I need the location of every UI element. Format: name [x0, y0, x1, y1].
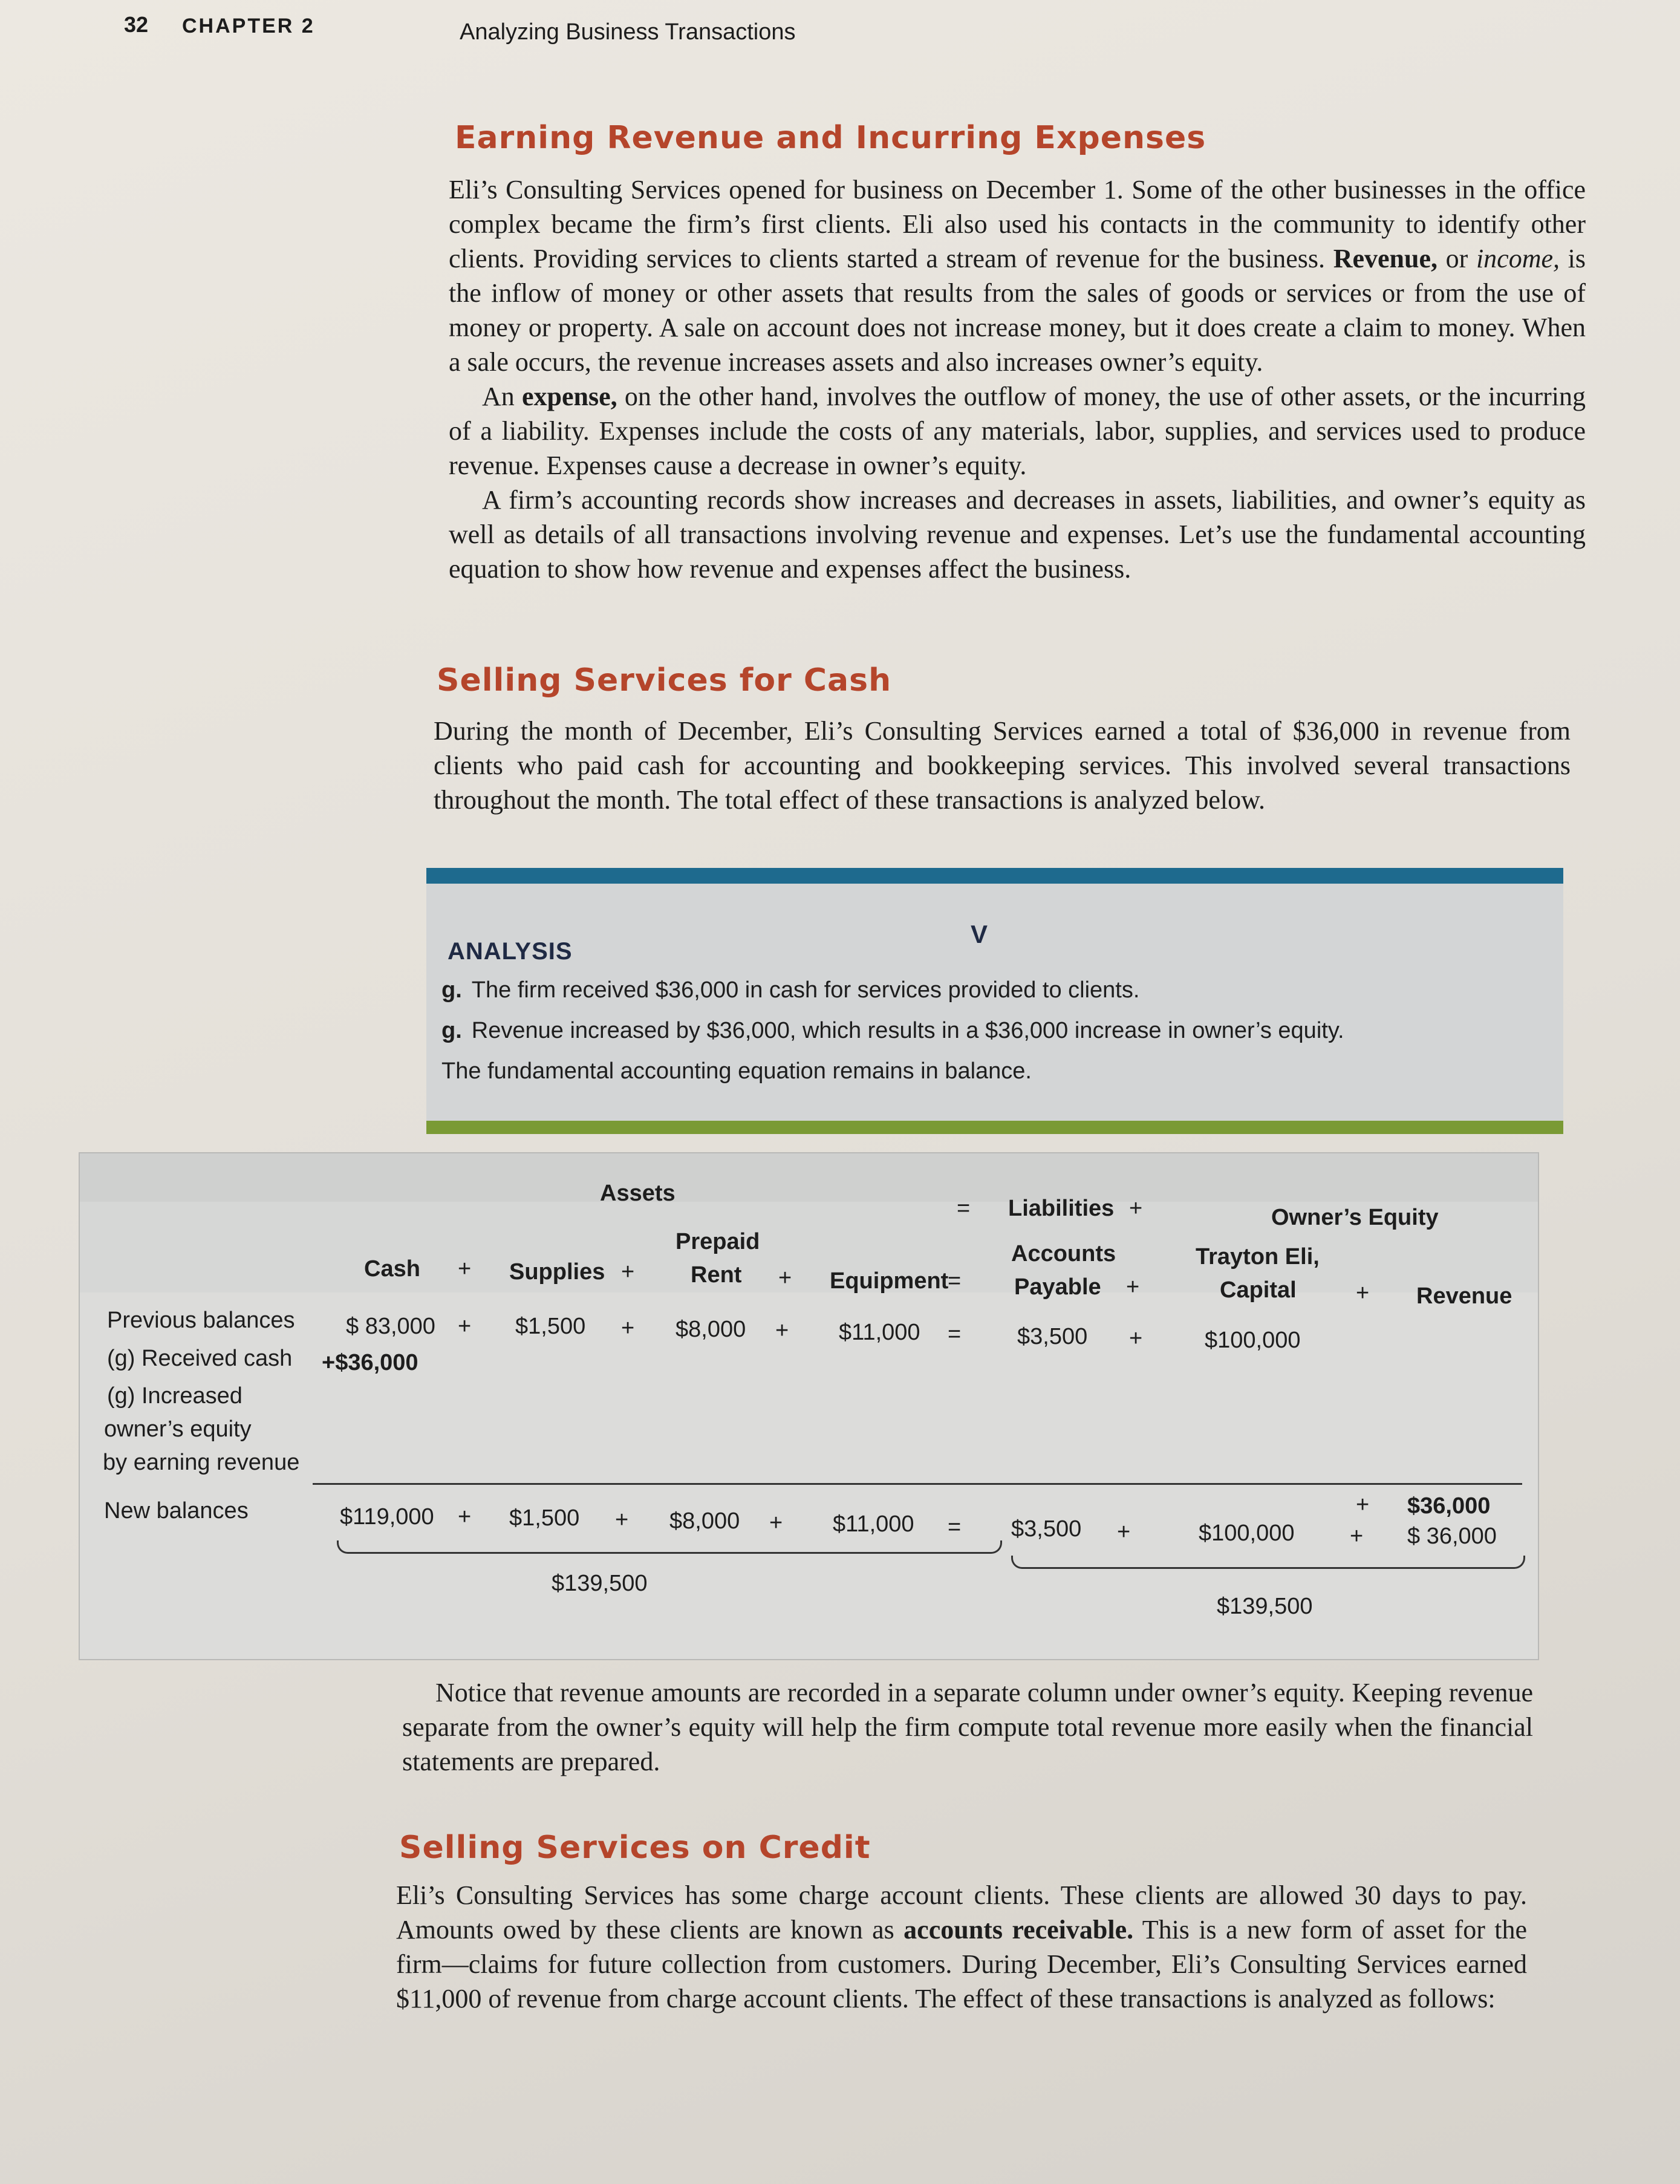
group-owners-equity: Owner’s Equity [1271, 1205, 1439, 1230]
plus-sign: + [1350, 1524, 1364, 1549]
new-ap: $3,500 [1011, 1516, 1082, 1542]
page-number: 32 [124, 12, 149, 37]
total-assets: $139,500 [552, 1571, 648, 1596]
new-cash: $119,000 [340, 1504, 434, 1530]
row-label-increased-line2: owner’s equity [104, 1416, 252, 1442]
col-ap-line1: Accounts [1011, 1241, 1116, 1266]
section-title-earning-revenue: Earning Revenue and Incurring Expenses [455, 120, 1206, 156]
notice-text: Notice that revenue amounts are recorded in a separate column under owner’s equity. Keeping revenue separate from the owner’s equity will help the firm compute total revenue more easily when the financial statements are prepared. [402, 1678, 1533, 1776]
previous-ap: $3,500 [1017, 1324, 1088, 1349]
group-assets: Assets [600, 1181, 676, 1206]
section2-paragraph-1: During the month of December, Eli’s Consulting Services earned a total of $36,000 in revenue from clients who paid cash for accounting and bookkeeping services. This involved several transactions throughout the month. The total effect of these transactions is analyzed below. [434, 716, 1571, 815]
plus-sign: + [1356, 1492, 1370, 1517]
previous-supplies: $1,500 [515, 1314, 586, 1339]
group-header-band [80, 1153, 1538, 1202]
plus-sign: + [621, 1259, 635, 1285]
col-cash: Cash [364, 1256, 420, 1282]
running-head: Analyzing Business Transactions [460, 19, 796, 45]
plus-sign: + [621, 1315, 635, 1341]
group-liabilities: Liabilities [1008, 1196, 1115, 1221]
plus-sign: + [778, 1265, 792, 1291]
col-supplies: Supplies [509, 1259, 605, 1285]
analysis-box [426, 868, 1563, 1134]
new-revenue: $ 36,000 [1407, 1524, 1497, 1549]
new-supplies: $1,500 [509, 1505, 580, 1531]
row-label-increased-line3: by earning revenue [103, 1450, 300, 1475]
section-title-selling-cash: Selling Services for Cash [437, 662, 892, 699]
term-revenue: Revenue, [1333, 244, 1438, 273]
row-label-increased-line1: (g) Increased [107, 1383, 243, 1409]
col-equipment: Equipment [830, 1268, 949, 1294]
section-title-selling-credit: Selling Services on Credit [399, 1830, 871, 1866]
analysis-line-2: g. Revenue increased by $36,000, which results in a $36,000 increase in owner’s equity. [441, 1018, 1344, 1043]
total-liabilities-equity: $139,500 [1217, 1594, 1313, 1619]
row-label-new-balances: New balances [104, 1498, 249, 1524]
increased-revenue-amount: $36,000 [1407, 1493, 1491, 1519]
term-income: income, [1476, 244, 1560, 273]
chapter-label: CHAPTER 2 [182, 15, 315, 37]
plus-sign: + [458, 1256, 472, 1282]
col-prepaid-line2: Rent [691, 1262, 742, 1288]
down-arrow-icon: V [971, 920, 988, 948]
plus-sign: + [1126, 1274, 1140, 1300]
new-equipment: $11,000 [833, 1511, 914, 1537]
previous-capital: $100,000 [1205, 1328, 1301, 1353]
col-capital-line1: Trayton Eli, [1196, 1244, 1320, 1270]
analysis-line-1: g. The firm received $36,000 in cash for services provided to clients. [441, 977, 1140, 1003]
plus-sign: + [775, 1318, 789, 1343]
col-ap-line2: Payable [1014, 1274, 1101, 1300]
plus-sign: + [769, 1510, 783, 1536]
analysis-line-3: The fundamental accounting equation remains in balance. [441, 1058, 1032, 1084]
plus-sign: + [458, 1314, 472, 1339]
liab-equity-brace [1011, 1556, 1525, 1569]
section3-paragraph-1: Eli’s Consulting Services has some charge account clients. These clients are allowed 30 days to pay. Amounts owed by these clients are known as accounts receivable. This is a new form of asset for the firm—claims for future collection from customers. During December, Eli’s Consulting Services earned $11,000 of revenue from charge account clients. The effect of these transactions is analyzed as follows: [396, 1880, 1527, 2013]
col-revenue: Revenue [1416, 1283, 1512, 1309]
row-label-previous: Previous balances [107, 1308, 295, 1333]
new-capital: $100,000 [1199, 1521, 1295, 1546]
term-accounts-receivable: accounts receivable. [903, 1915, 1134, 1944]
row-label-received-cash: (g) Received cash [107, 1346, 293, 1371]
group-equals: = [957, 1196, 971, 1221]
equals-sign: = [948, 1268, 962, 1294]
section1-body [449, 172, 1586, 586]
col-capital-line2: Capital [1220, 1277, 1297, 1303]
new-prepaid: $8,000 [669, 1508, 740, 1534]
previous-prepaid: $8,000 [676, 1317, 746, 1342]
assets-brace [337, 1540, 1002, 1554]
plus-sign: + [615, 1507, 629, 1533]
total-rule [313, 1483, 1522, 1485]
group-plus: + [1129, 1196, 1143, 1221]
previous-cash: $ 83,000 [346, 1314, 435, 1339]
col-prepaid-line1: Prepaid [676, 1229, 760, 1254]
section2-body [434, 714, 1571, 817]
section1-paragraph-1: Eli’s Consulting Services opened for business on December 1. Some of the other businesses in the office complex became the firm’s first clients. Eli also used his contacts in the community to identify other clients. Providing services to clients started a stream of revenue for the business. Revenue, or income, is the inflow of money or other assets that results from the sales of goods or services or from the use of money or property. A sale on account does not increase money, but it does create a claim to money. When a sale occurs, the revenue increases assets and also increases owner’s equity. [449, 175, 1586, 377]
equals-sign: = [948, 1322, 962, 1347]
analysis-title: ANALYSIS [448, 938, 573, 965]
section3-body [396, 1878, 1527, 2016]
plus-sign: + [1117, 1519, 1131, 1545]
accounting-equation-table [79, 1152, 1539, 1660]
equals-sign: = [948, 1514, 962, 1540]
plus-sign: + [1356, 1280, 1370, 1306]
received-cash-amount: +$36,000 [322, 1350, 418, 1375]
section1-paragraph-2: An expense, on the other hand, involves the outflow of money, the use of other assets, or the incurring of a liability. Expenses include the costs of any materials, labor, supplies, and services used to produce revenue. Expenses cause a decrease in owner’s equity. [449, 382, 1586, 480]
section1-paragraph-3: A firm’s accounting records show increases and decreases in assets, liabilities, and owner’s equity as well as details of all transactions involving revenue and expenses. Let’s use the fundamental accounting equation to show how revenue and expenses affect the business. [449, 485, 1586, 584]
term-expense: expense, [522, 382, 617, 411]
plus-sign: + [458, 1504, 472, 1530]
notice-paragraph [402, 1675, 1533, 1779]
previous-equipment: $11,000 [839, 1320, 920, 1345]
plus-sign: + [1129, 1326, 1143, 1351]
